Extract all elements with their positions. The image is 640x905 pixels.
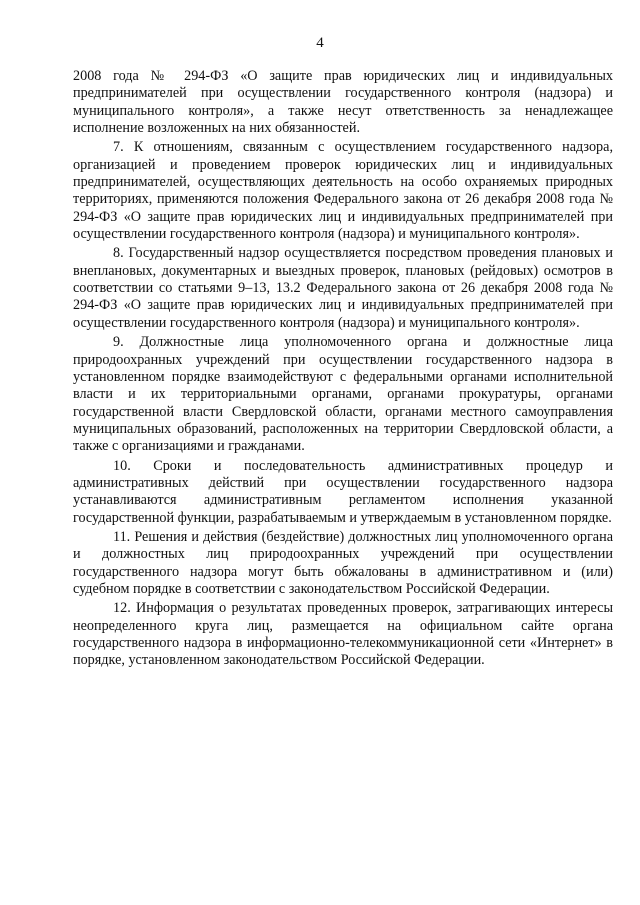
paragraph-7: 7. К отношениям, связанным с осуществлением государственного надзора, организацией и проведением проверок юридических лиц и индивидуальных предпринимателей, осуществляющих деятельность на особо охраняемых природных территориях, применяются положения Федерального закона от 26 декабря 2008 года № 294-ФЗ «О защите прав юридических лиц и индивидуальных предпринимателей при осуществлении государственного контроля (надзора) и муниципального контроля». — [73, 139, 613, 243]
paragraph-12: 12. Информация о результатах проведенных проверок, затрагивающих интересы неопределенного круга лиц, размещается на официальном сайте органа государственного надзора в информационно-телекоммуникационной сети «Интернет» в порядке, установленном законодательством Российской Федерации. — [73, 600, 613, 669]
document-body — [73, 68, 613, 672]
paragraph-11: 11. Решения и действия (бездействие) должностных лиц уполномоченного органа и должностных лиц природоохранных учреждений при осуществлении государственного надзора могут быть обжалованы в административном и (или) судебном порядке в соответствии с законодательством Российской Федерации. — [73, 528, 613, 597]
paragraph-9: 9. Должностные лица уполномоченного органа и должностные лица природоохранных учреждений при осуществлении государственного надзора в установленном порядке взаимодействуют с федеральными органами исполнительной власти и их территориальными органами, органами прокуратуры, органами государственной власти Свердловской области, органами местного самоуправления муниципальных образований, расположенных на территории Свердловской области, а также с организациями и гражданами. — [73, 334, 613, 455]
paragraph-8: 8. Государственный надзор осуществляется посредством проведения плановых и внеплановых, документарных и выездных проверок, плановых (рейдовых) осмотров в соответствии со статьями 9–13, 13.2 Федерального закона от 26 декабря 2008 года № 294-ФЗ «О защите прав юридических лиц и индивидуальных предпринимателей при осуществлении государственного контроля (надзора) и муниципального контроля». — [73, 245, 613, 331]
paragraph-10: 10. Сроки и последовательность административных процедур и административных действий при осуществлении государственного надзора устанавливаются административным регламентом исполнения указанной государственной функции, разрабатываемым и утверждаемым в установленном порядке. — [73, 457, 613, 526]
page-number: 4 — [316, 35, 324, 51]
paragraph-continuation: 2008 года № 294-ФЗ «О защите прав юридических лиц и индивидуальных предпринимателей при осуществлении государственного контроля (надзора) и муниципального контроля», а также несут ответственность за ненадлежащее исполнение возложенных на них обязанностей. — [73, 68, 613, 137]
